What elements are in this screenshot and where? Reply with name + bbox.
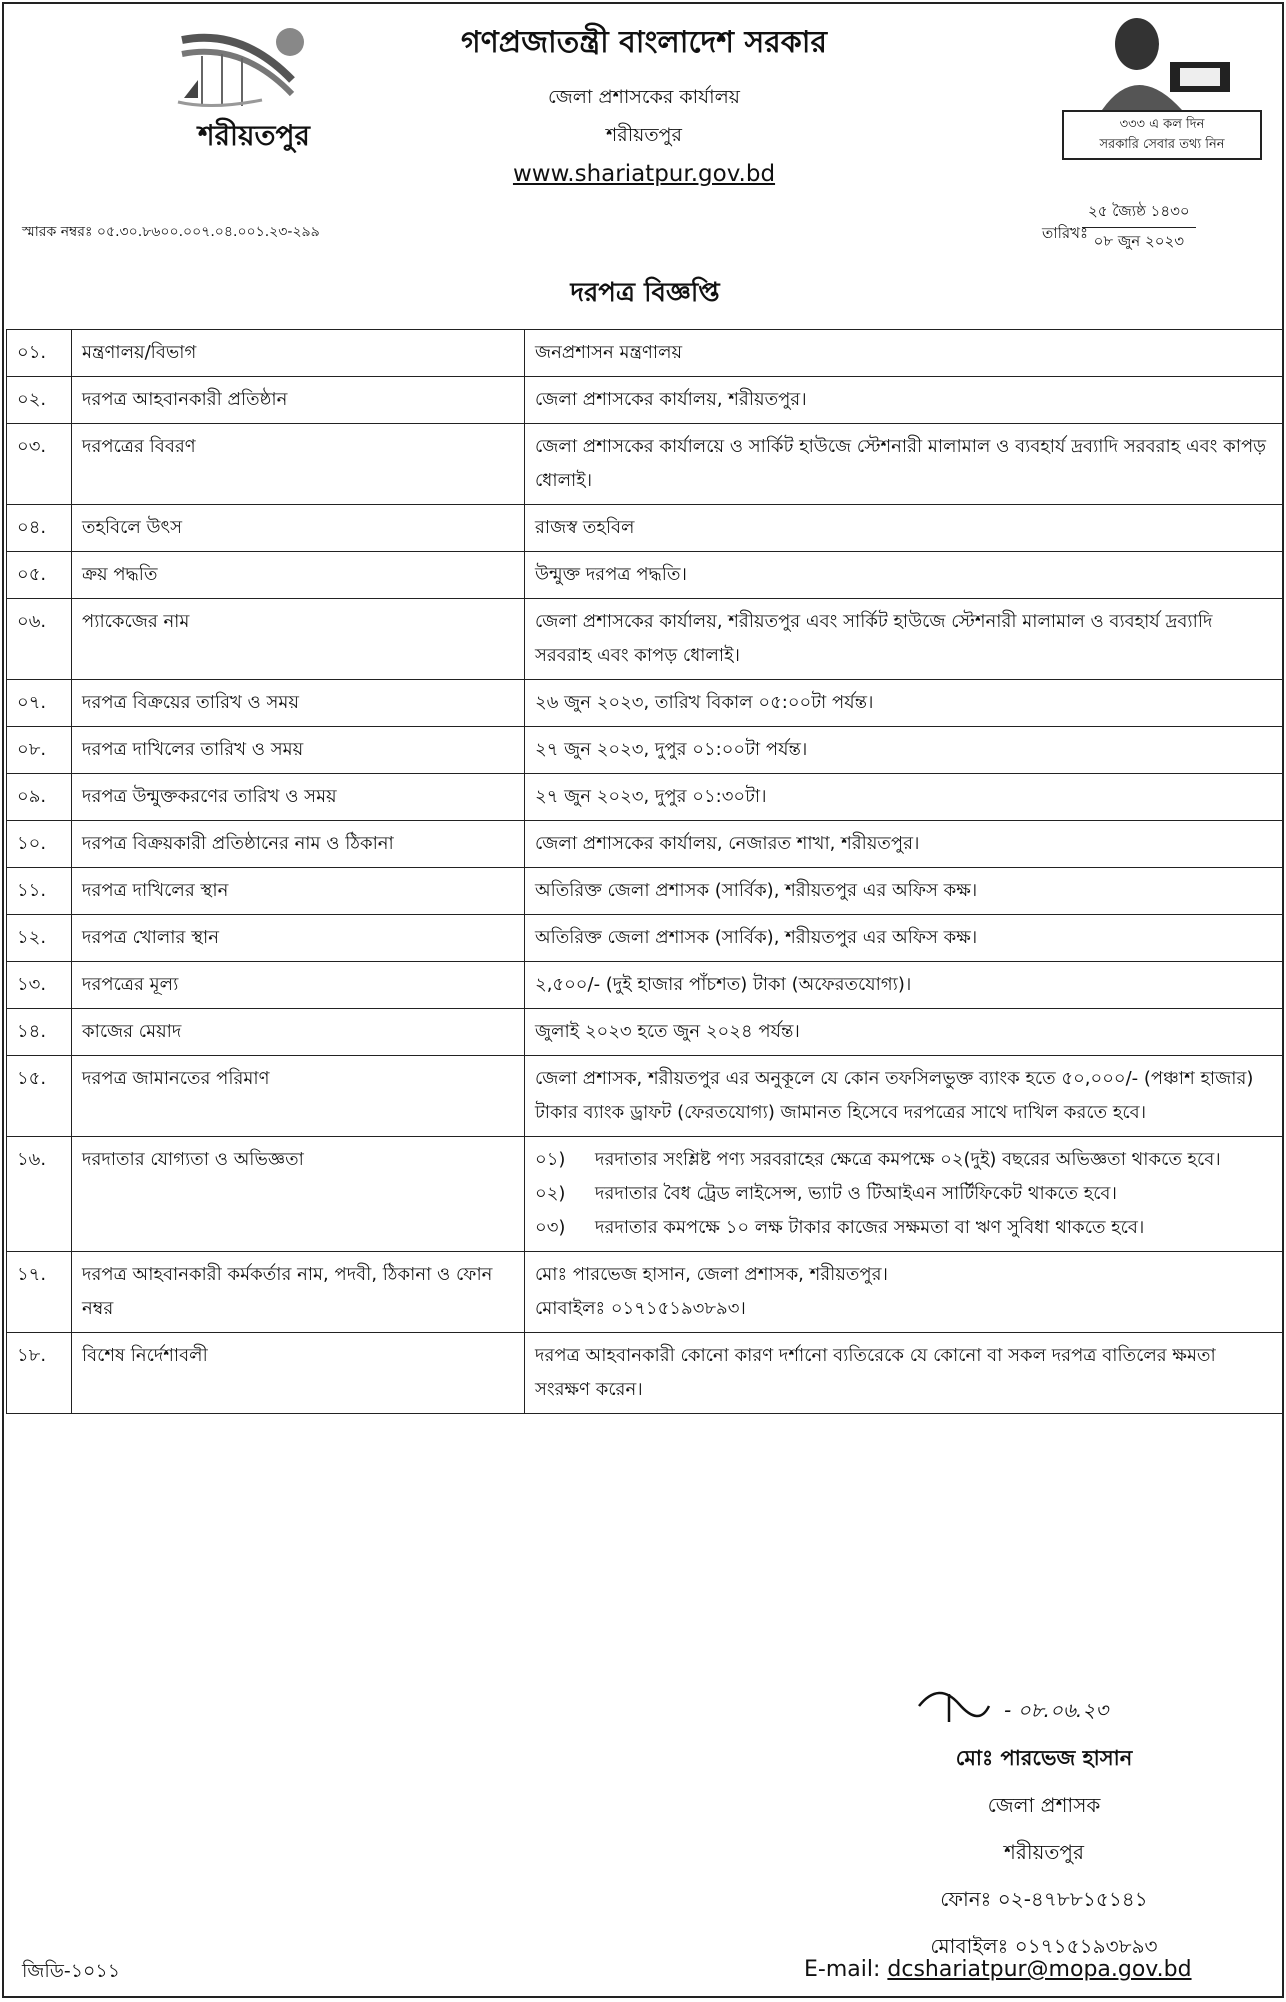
row-value: ২৬ জুন ২০২৩, তারিখ বিকাল ০৫:০০টা পর্যন্ত।	[525, 680, 1284, 727]
row-field: দরপত্র আহবানকারী প্রতিষ্ঠান	[72, 377, 525, 424]
tender-table	[6, 329, 1284, 1414]
row-value: জেলা প্রশাসক, শরীয়তপুর এর অনুকূলে যে কোন তফসিলভুক্ত ব্যাংক হতে ৫০,০০০/- (পঞ্চাশ হাজার) টাকার ব্যাংক ড্রাফট (ফেরতযোগ্য) জামানত হিসেবে দরপত্রের সাথে দাখিল করতে হবে।	[525, 1056, 1284, 1137]
row-number: ১৪.	[7, 1009, 72, 1056]
notice-title: দরপত্র বিজ্ঞপ্তি	[570, 278, 720, 308]
table-row	[7, 599, 1284, 680]
signatory-designation: জেলা প্রশাসক	[987, 1793, 1101, 1817]
hotline-line-1: ৩৩৩ এ কল দিন	[1119, 117, 1205, 132]
table-row	[7, 505, 1284, 552]
item-number: ০৩)	[535, 1217, 566, 1238]
email-link[interactable]: dcshariatpur@mopa.gov.bd	[887, 1957, 1192, 1982]
row-number: ০৯.	[7, 774, 72, 821]
row-field: কাজের মেয়াদ	[72, 1009, 525, 1056]
table-row	[7, 821, 1284, 868]
row-number: ১৫.	[7, 1056, 72, 1137]
table-row	[7, 774, 1284, 821]
row-value: জেলা প্রশাসকের কার্যালয়ে ও সার্কিট হাউজে স্টেশনারী মালামাল ও ব্যবহার্য দ্রব্যাদি সরবরাহ এবং কাপড় ধোলাই।	[525, 424, 1284, 505]
row-number: ১৬.	[7, 1137, 72, 1252]
signature-block	[874, 1742, 1214, 1979]
row-field: দরপত্র আহবানকারী কর্মকর্তার নাম, পদবী, ঠিকানা ও ফোন নম্বর	[72, 1252, 525, 1333]
table-row-officer	[7, 1252, 1284, 1333]
hotline-box	[1062, 110, 1262, 160]
portrait-image	[1092, 10, 1242, 110]
table-row	[7, 552, 1284, 599]
row-field: দরপত্রের বিবরণ	[72, 424, 525, 505]
item-text: দরদাতার কমপক্ষে ১০ লক্ষ টাকার কাজের সক্ষমতা বা ঋণ সুবিধা থাকতে হবে।	[595, 1217, 1145, 1238]
row-field: দরপত্রের মূল্য	[72, 962, 525, 1009]
table-row	[7, 1056, 1284, 1137]
table-row	[7, 424, 1284, 505]
row-field: দরদাতার যোগ্যতা ও অভিজ্ঞতা	[72, 1137, 525, 1252]
email-label: E-mail:	[804, 1957, 881, 1982]
email-line	[804, 1957, 1192, 1982]
hotline-line-2: সরকারি সেবার তথ্য নিন	[1099, 137, 1225, 152]
table-row	[7, 377, 1284, 424]
table-row	[7, 680, 1284, 727]
row-value: রাজস্ব তহবিল	[525, 505, 1284, 552]
row-value: অতিরিক্ত জেলা প্রশাসক (সার্বিক), শরীয়তপুর এর অফিস কক্ষ।	[525, 868, 1284, 915]
row-field: মন্ত্রণালয়/বিভাগ	[72, 330, 525, 377]
table-row	[7, 915, 1284, 962]
item-number: ০২)	[535, 1183, 566, 1204]
row-number: ০২.	[7, 377, 72, 424]
row-number: ১২.	[7, 915, 72, 962]
officer-name-line: মোঃ পারভেজ হাসান, জেলা প্রশাসক, শরীয়তপুর।	[535, 1264, 888, 1285]
row-field: দরপত্র বিক্রয়ের তারিখ ও সময়	[72, 680, 525, 727]
row-number: ১৭.	[7, 1252, 72, 1333]
row-number: ১৮.	[7, 1333, 72, 1414]
table-row	[7, 330, 1284, 377]
table-row-qualification	[7, 1137, 1284, 1252]
officer-mobile-line: মোবাইলঃ ০১৭১৫১৯৩৮৯৩।	[535, 1298, 746, 1319]
table-row	[7, 962, 1284, 1009]
row-value: জুলাই ২০২৩ হতে জুন ২০২৪ পর্যন্ত।	[525, 1009, 1284, 1056]
row-number: ০৭.	[7, 680, 72, 727]
table-row	[7, 727, 1284, 774]
signatory-mobile: মোবাইলঃ ০১৭১৫১৯৩৮৯৩	[930, 1934, 1158, 1958]
row-value: জেলা প্রশাসকের কার্যালয়, নেজারত শাখা, শরীয়তপুর।	[525, 821, 1284, 868]
signatory-district: শরীয়তপুর	[1004, 1840, 1084, 1864]
qualification-list	[525, 1137, 1284, 1252]
row-value: উন্মুক্ত দরপত্র পদ্ধতি।	[525, 552, 1284, 599]
date-bangla: ২৫ জ্যৈষ্ঠ ১৪৩০	[1082, 200, 1196, 228]
row-field: ক্রয় পদ্ধতি	[72, 552, 525, 599]
row-field: তহবিলে উৎস	[72, 505, 525, 552]
header-center	[344, 18, 944, 187]
signature-date: - ০৮.০৬.২৩	[1004, 1698, 1109, 1722]
date-label: তারিখঃ	[1042, 224, 1088, 242]
table-row	[7, 868, 1284, 915]
memo-number: স্মারক নম্বরঃ ০৫.৩০.৮৬০০.০০৭.০৪.০০১.২৩-২৯৯	[22, 224, 320, 240]
tender-notice-page	[2, 2, 1284, 1998]
row-value: ২৭ জুন ২০২৩, দুপুর ০১:০০টা পর্যন্ত।	[525, 727, 1284, 774]
row-number: ১৩.	[7, 962, 72, 1009]
row-number: ০৫.	[7, 552, 72, 599]
date-english: ০৮ জুন ২০২৩	[1093, 232, 1185, 250]
row-field: দরপত্র দাখিলের স্থান	[72, 868, 525, 915]
row-value: ২,৫০০/- (দুই হাজার পাঁচশত) টাকা (অফেরতযোগ্য)।	[525, 962, 1284, 1009]
row-field: দরপত্র উন্মুক্তকরণের তারিখ ও সময়	[72, 774, 525, 821]
qualification-item	[535, 1211, 1273, 1245]
row-number: ০১.	[7, 330, 72, 377]
qualification-item	[535, 1143, 1273, 1177]
item-text: দরদাতার সংশ্লিষ্ট পণ্য সরবরাহের ক্ষেত্রে কমপক্ষে ০২(দুই) বছরের অভিজ্ঞতা থাকতে হবে।	[595, 1149, 1221, 1170]
row-field: দরপত্র দাখিলের তারিখ ও সময়	[72, 727, 525, 774]
row-number: ০৬.	[7, 599, 72, 680]
row-number: ১১.	[7, 868, 72, 915]
row-field: দরপত্র জামানতের পরিমাণ	[72, 1056, 525, 1137]
row-value: দরপত্র আহবানকারী কোনো কারণ দর্শানো ব্যতিরেকে যে কোনো বা সকল দরপত্র বাতিলের ক্ষমতা সংরক্ষণ করেন।	[525, 1333, 1284, 1414]
table-row-instructions	[7, 1333, 1284, 1414]
row-field: প্যাকেজের নাম	[72, 599, 525, 680]
row-number: ০৮.	[7, 727, 72, 774]
row-field: দরপত্র বিক্রয়কারী প্রতিষ্ঠানের নাম ও ঠিকানা	[72, 821, 525, 868]
item-number: ০১)	[535, 1149, 566, 1170]
gd-number: জিডি-১০১১	[22, 1960, 121, 1982]
date-block	[1042, 200, 1196, 255]
govt-title: গণপ্রজাতন্ত্রী বাংলাদেশ সরকার	[461, 25, 827, 60]
row-value: অতিরিক্ত জেলা প্রশাসক (সার্বিক), শরীয়তপুর এর অফিস কক্ষ।	[525, 915, 1284, 962]
row-number: ০৪.	[7, 505, 72, 552]
row-field: দরপত্র খোলার স্থান	[72, 915, 525, 962]
table-row	[7, 1009, 1284, 1056]
item-text: দরদাতার বৈধ ট্রেড লাইসেন্স, ভ্যাট ও টিআইএন সার্টিফিকেট থাকতে হবে।	[595, 1183, 1117, 1204]
website-link[interactable]: www.shariatpur.gov.bd	[512, 161, 776, 187]
qualification-item	[535, 1177, 1273, 1211]
row-number: ১০.	[7, 821, 72, 868]
office-name: জেলা প্রশাসকের কার্যালয়	[548, 86, 740, 108]
signatory-phone: ফোনঃ ০২-৪৭৮৮১৫১৪১	[940, 1887, 1148, 1911]
signatory-name: মোঃ পারভেজ হাসান	[955, 1746, 1133, 1770]
row-field: বিশেষ নির্দেশাবলী	[72, 1333, 525, 1414]
logo-caption: শরীয়তপুর	[198, 119, 310, 152]
row-number: ০৩.	[7, 424, 72, 505]
row-value: জনপ্রশাসন মন্ত্রণালয়	[525, 330, 1284, 377]
row-value: জেলা প্রশাসকের কার্যালয়, শরীয়তপুর।	[525, 377, 1284, 424]
row-value: ২৭ জুন ২০২৩, দুপুর ০১:৩০টা।	[525, 774, 1284, 821]
officer-contact	[525, 1252, 1284, 1333]
row-value: জেলা প্রশাসকের কার্যালয়, শরীয়তপুর এবং সার্কিট হাউজে স্টেশনারী মালামাল ও ব্যবহার্য দ্রব্যাদি সরবরাহ এবং কাপড় ধোলাই।	[525, 599, 1284, 680]
district-name: শরীয়তপুর	[606, 124, 682, 146]
